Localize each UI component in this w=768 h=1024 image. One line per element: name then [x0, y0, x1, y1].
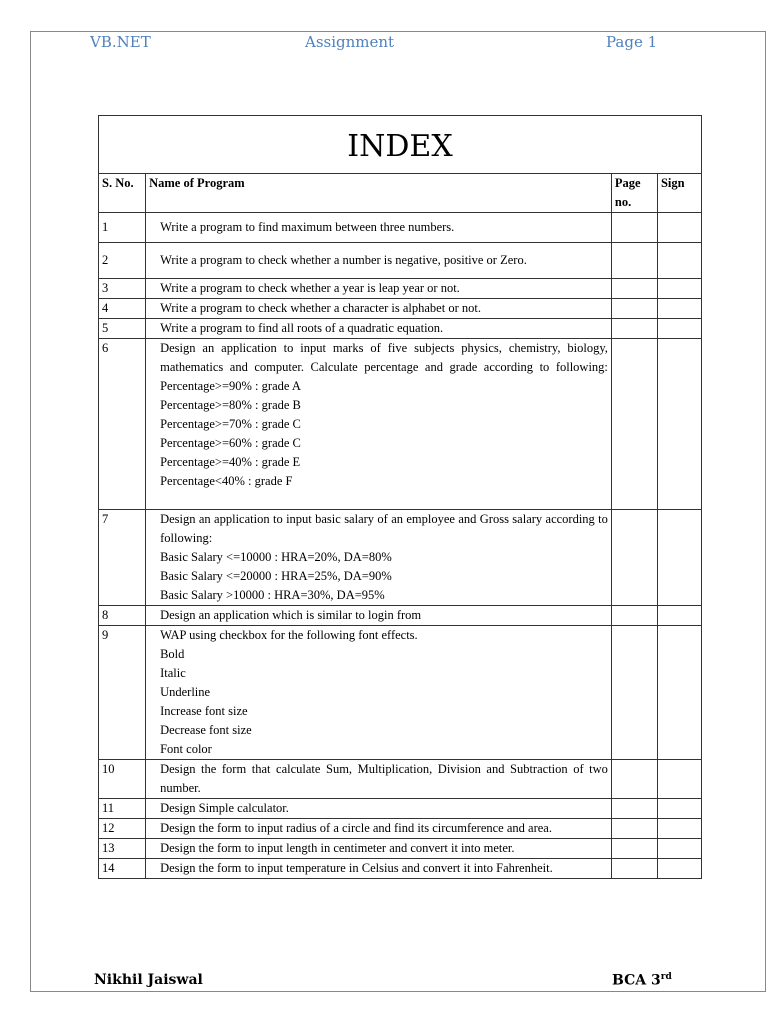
row-sign-cell [657, 243, 701, 279]
table-row [99, 819, 702, 839]
row-sno: 8 [99, 606, 146, 626]
table-row [99, 279, 702, 299]
row-sno: 9 [99, 626, 146, 760]
program-line: Font color [160, 742, 212, 756]
program-line: Write a program to check whether a year is leap year or not. [160, 281, 460, 295]
class-name: BCA 3 [612, 972, 661, 989]
table-row [99, 839, 702, 859]
program-line: Write a program to find all roots of a quadratic equation. [160, 321, 444, 335]
table-row [99, 859, 702, 879]
program-line: Increase font size [160, 704, 248, 718]
row-program [146, 859, 612, 879]
row-sign-cell [657, 819, 701, 839]
row-page-cell [611, 339, 657, 510]
program-line: WAP using checkbox for the following font effects. [160, 628, 418, 642]
col-sno-header: S. No. [99, 174, 146, 213]
program-line: Underline [160, 685, 211, 699]
table-row [99, 243, 702, 279]
row-page-cell [611, 819, 657, 839]
header-page-number: Page 1 [606, 33, 658, 51]
row-page-cell [611, 243, 657, 279]
row-sign-cell [657, 279, 701, 299]
col-sign-header: Sign [657, 174, 701, 213]
row-sign-cell [657, 626, 701, 760]
row-program [146, 819, 612, 839]
row-sign-cell [657, 859, 701, 879]
table-row [99, 760, 702, 799]
row-sno: 11 [99, 799, 146, 819]
row-sno: 2 [99, 243, 146, 279]
row-program [146, 606, 612, 626]
index-table [98, 115, 702, 879]
row-program [146, 243, 612, 279]
program-line: Design the form to input temperature in Celsius and convert it into Fahrenheit. [160, 861, 553, 875]
table-header-row [99, 174, 702, 213]
program-line: Bold [160, 647, 185, 661]
row-program [146, 839, 612, 859]
program-line: Percentage>=60% : grade C [160, 436, 301, 450]
table-row [99, 799, 702, 819]
table-row [99, 606, 702, 626]
row-sno: 6 [99, 339, 146, 510]
row-sign-cell [657, 760, 701, 799]
class-label [612, 972, 672, 989]
program-line: Write a program to check whether a number is negative, positive or Zero. [160, 253, 527, 267]
header-assignment: Assignment [305, 33, 395, 51]
program-line: Italic [160, 666, 186, 680]
row-program [146, 510, 612, 606]
row-program [146, 319, 612, 339]
table-row [99, 626, 702, 760]
program-line: Design the form that calculate Sum, Multiplication, Division and Subtraction of two number. [160, 762, 608, 795]
row-program [146, 339, 612, 510]
row-page-cell [611, 319, 657, 339]
col-name-header: Name of Program [146, 174, 612, 213]
program-line: Decrease font size [160, 723, 252, 737]
row-page-cell [611, 839, 657, 859]
row-program [146, 279, 612, 299]
program-line: Design the form to input length in centimeter and convert it into meter. [160, 841, 515, 855]
program-line: Design Simple calculator. [160, 801, 289, 815]
table-row [99, 299, 702, 319]
row-page-cell [611, 606, 657, 626]
col-page-header: Page no. [611, 174, 657, 213]
row-sno: 10 [99, 760, 146, 799]
row-program [146, 799, 612, 819]
program-line: Percentage<40% : grade F [160, 474, 293, 488]
row-page-cell [611, 760, 657, 799]
row-sign-cell [657, 319, 701, 339]
program-line: Percentage>=80% : grade B [160, 398, 301, 412]
row-sno: 5 [99, 319, 146, 339]
row-sno: 3 [99, 279, 146, 299]
table-row [99, 339, 702, 510]
program-line: Basic Salary >10000 : HRA=30%, DA=95% [160, 588, 385, 602]
row-page-cell [611, 510, 657, 606]
row-sign-cell [657, 339, 701, 510]
program-line: Design an application to input basic salary of an employee and Gross salary according to following: [160, 512, 608, 545]
table-row [99, 213, 702, 243]
row-sno: 13 [99, 839, 146, 859]
program-line: Percentage>=70% : grade C [160, 417, 301, 431]
row-sign-cell [657, 839, 701, 859]
row-page-cell [611, 279, 657, 299]
program-line: Basic Salary <=10000 : HRA=20%, DA=80% [160, 550, 392, 564]
row-program [146, 626, 612, 760]
program-line: Write a program to check whether a character is alphabet or not. [160, 301, 481, 315]
table-row [99, 510, 702, 606]
index-title: INDEX [99, 116, 702, 174]
student-name: Nikhil Jaiswal [94, 972, 203, 988]
row-sno: 14 [99, 859, 146, 879]
row-sign-cell [657, 299, 701, 319]
row-sno: 4 [99, 299, 146, 319]
row-page-cell [611, 213, 657, 243]
program-line: Design an application to input marks of five subjects physics, chemistry, biology, mathematics and computer. Calculate percentage and grade according to following: Percentage>=90% : grade A [160, 341, 608, 393]
row-page-cell [611, 799, 657, 819]
row-sign-cell [657, 606, 701, 626]
row-program [146, 299, 612, 319]
program-line: Write a program to find maximum between three numbers. [160, 220, 455, 234]
program-line: Design the form to input radius of a circle and find its circumference and area. [160, 821, 552, 835]
header-subject: VB.NET [90, 33, 151, 51]
row-sno: 7 [99, 510, 146, 606]
row-sign-cell [657, 799, 701, 819]
row-program [146, 760, 612, 799]
class-suffix: rd [660, 972, 672, 982]
row-page-cell [611, 299, 657, 319]
row-sno: 12 [99, 819, 146, 839]
table-row [99, 319, 702, 339]
program-line: Percentage>=40% : grade E [160, 455, 301, 469]
index-rows [99, 213, 702, 879]
row-sign-cell [657, 213, 701, 243]
row-sno: 1 [99, 213, 146, 243]
program-line: Design an application which is similar to login from [160, 608, 422, 622]
program-line: Basic Salary <=20000 : HRA=25%, DA=90% [160, 569, 392, 583]
row-sign-cell [657, 510, 701, 606]
row-page-cell [611, 626, 657, 760]
row-program [146, 213, 612, 243]
row-page-cell [611, 859, 657, 879]
